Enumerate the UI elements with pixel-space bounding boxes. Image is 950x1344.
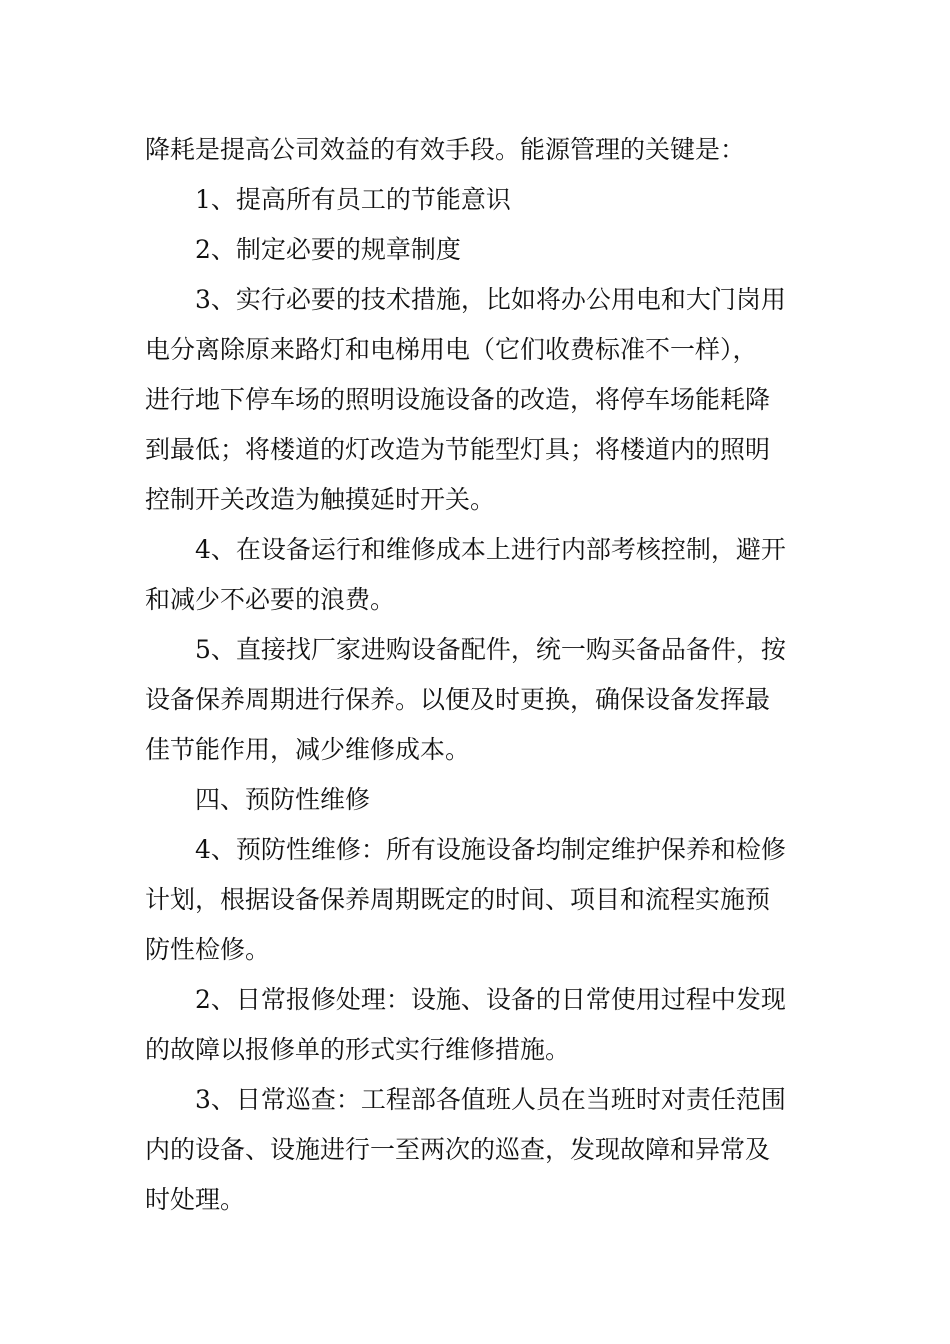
text-line: 佳节能作用，减少维修成本。	[145, 735, 471, 764]
text-line: 时处理。	[145, 1185, 246, 1214]
text-line: 设备保养周期进行保养。以便及时更换，确保设备发挥最	[145, 685, 771, 714]
list-item-3: 3、实行必要的技术措施，比如将办公用电和大门岗用	[195, 285, 786, 314]
text-line: 内的设备、设施进行一至两次的巡查，发现故障和异常及	[145, 1135, 771, 1164]
list-item-1: 1、提高所有员工的节能意识	[195, 185, 511, 214]
list-item-4: 4、在设备运行和维修成本上进行内部考核控制，避开	[195, 535, 786, 564]
text-line: 电分离除原来路灯和电梯用电（它们收费标准不一样），	[145, 335, 758, 364]
text-line: 防性检修。	[145, 935, 271, 964]
text-line: 降耗是提高公司效益的有效手段。能源管理的关键是：	[145, 135, 746, 164]
text-line: 进行地下停车场的照明设施设备的改造，将停车场能耗降	[145, 385, 771, 414]
list-item-repair: 2、日常报修处理：设施、设备的日常使用过程中发现	[195, 985, 786, 1014]
text-line: 到最低；将楼道的灯改造为节能型灯具；将楼道内的照明	[145, 435, 771, 464]
list-item-5: 5、直接找厂家进购设备配件，统一购买备品备件，按	[195, 635, 786, 664]
list-item-2: 2、制定必要的规章制度	[195, 235, 461, 264]
section-heading: 四、预防性维修	[195, 785, 371, 814]
text-line: 控制开关改造为触摸延时开关。	[145, 485, 496, 514]
list-item-preventive: 4、预防性维修：所有设施设备均制定维护保养和检修	[195, 835, 786, 864]
text-line: 的故障以报修单的形式实行维修措施。	[145, 1035, 571, 1064]
text-line: 计划，根据设备保养周期既定的时间、项目和流程实施预	[145, 885, 771, 914]
text-line: 和减少不必要的浪费。	[145, 585, 396, 614]
list-item-patrol: 3、日常巡查：工程部各值班人员在当班时对责任范围	[195, 1085, 786, 1114]
